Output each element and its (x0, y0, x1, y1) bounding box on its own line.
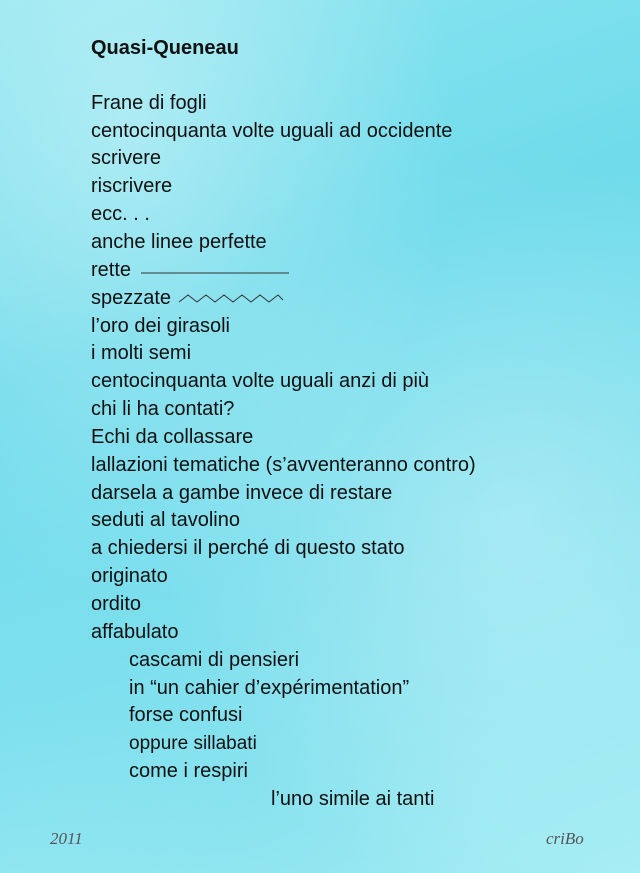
poem-line-final: l’uno simile ai tanti (271, 788, 435, 810)
poem-line: scrivere (91, 147, 162, 169)
poem-line: Echi da collassare (91, 426, 254, 448)
poem-line: i molti semi (91, 342, 192, 364)
poem-line-spezzate (91, 285, 285, 312)
poem-line: a chiedersi il perché di questo stato (91, 537, 405, 559)
poem-line: darsela a gambe invece di restare (91, 482, 393, 504)
poem-line: lallazioni tematiche (s’avventeranno contro) (91, 454, 476, 476)
poem-line: seduti al tavolino (91, 509, 240, 531)
poem-title: Quasi-Queneau (91, 37, 239, 59)
poem-line: spezzate (91, 287, 172, 309)
poem-line: anche linee perfette (91, 231, 267, 253)
poem-line-indented: in “un cahier d’expérimentation” (129, 677, 410, 699)
author-signature: criBo (546, 829, 584, 848)
poem-line-indented: forse confusi (129, 704, 243, 726)
straight-line-icon (137, 265, 292, 277)
poem-line: riscrivere (91, 175, 173, 197)
poem-line: Frane di fogli (91, 92, 207, 114)
poem-line: chi li ha contati? (91, 398, 235, 420)
poem-line: l’oro dei girasoli (91, 315, 230, 337)
poem-line: centocinquanta volte uguali ad occidente (91, 120, 453, 142)
zigzag-line-icon (177, 290, 285, 308)
poem-line: ordito (91, 593, 142, 615)
poem-line-rette (91, 257, 292, 284)
year-label: 2011 (50, 829, 83, 848)
poem-line: originato (91, 565, 168, 587)
poem-line: rette (91, 259, 132, 281)
poem-line: ecc. . . (91, 203, 150, 225)
poem-line-indented: cascami di pensieri (129, 649, 300, 671)
poem-line-indented: come i respiri (129, 760, 248, 782)
poem-line: centocinquanta volte uguali anzi di più (91, 370, 430, 392)
poem-line: affabulato (91, 621, 179, 643)
poem-line-indented: oppure sillabati (129, 733, 257, 754)
